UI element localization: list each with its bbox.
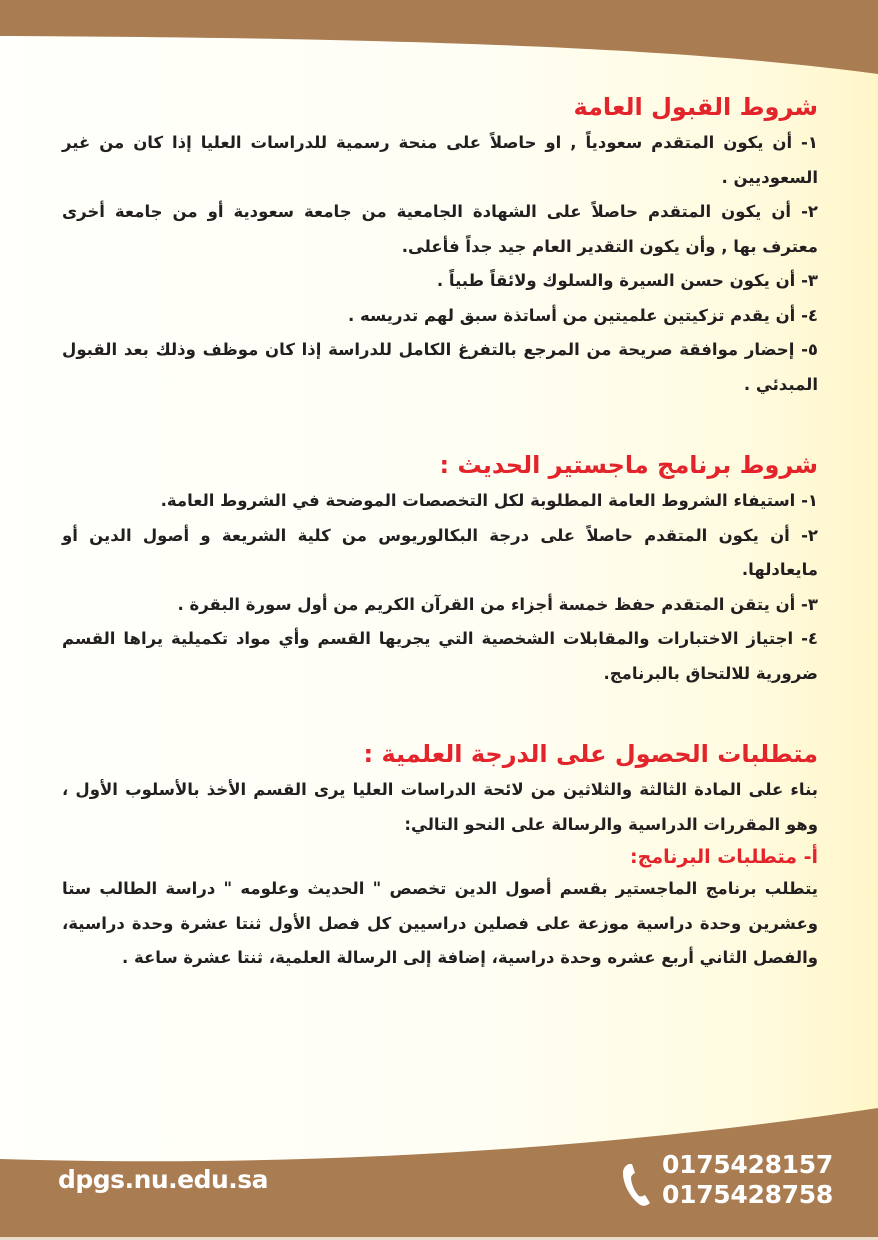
program-requirements-text: يتطلب برنامج الماجستير بقسم أصول الدين تخصص " الحديث وعلومه " دراسة الطالب ستا وعشرين وحدة دراسية موزعة على فصلين دراسيين كل فصل الأول ثنتا عشرة وحدة دراسية، والفصل الثاني أربع عشره وحدة دراسية، إضافة إلى الرسالة العلمية، ثنتا عشرة ساعة . (62, 879, 818, 967)
phone-numbers (662, 1150, 833, 1210)
general-condition-4: ٤- أن يقدم تزكيتين علميتين من أساتذة سبق لهم تدريسه . (348, 305, 818, 325)
degree-requirements-intro: بناء على المادة الثالثة والثلاثين من لائحة الدراسات العليا يرى القسم الأخذ بالأسلوب الأول ، وهو المقررات الدراسية والرسالة على النحو التالي: (62, 780, 818, 834)
phone-icon (620, 1160, 656, 1208)
phone-number-2[interactable]: 0175428758 (662, 1180, 833, 1209)
section-title-general-admission: شروط القبول العامة (573, 93, 818, 121)
section-title-hadith-program: شروط برنامج ماجستير الحديث : (439, 451, 818, 479)
general-condition-3: ٣- أن يكون حسن السيرة والسلوك ولائقاً طبياً . (436, 271, 818, 290)
subsection-title-program-requirements: أ- متطلبات البرنامج: (630, 846, 818, 868)
hadith-condition-4: ٤- اجتياز الاختبارات والمقابلات الشخصية التي يجريها القسم وأي مواد تكميلية يراها القسم ضرورية للالتحاق بالبرنامج. (62, 629, 818, 683)
hadith-condition-2: ٢- أن يكون المتقدم حاصلاً على درجة البكالوريوس من كلية الشريعة و أصول الدين أو مايعادلها. (62, 525, 818, 579)
header-band (0, 0, 878, 80)
website-link[interactable]: dpgs.nu.edu.sa (58, 1165, 269, 1194)
general-condition-2: ٢- أن يكون المتقدم حاصلاً على الشهادة الجامعية من جامعة سعودية أو من جامعة أخرى معترف بها , وأن يكون التقدير العام جيد جداً فأعلى. (62, 202, 818, 256)
general-condition-5: ٥- إحضار موافقة صريحة من المرجع بالتفرغ الكامل للدراسة إذا كان موظف وذلك بعد القبول المبدئي . (62, 340, 818, 394)
hadith-condition-1: ١- استيفاء الشروط العامة المطلوبة لكل التخصصات الموضحة في الشروط العامة. (160, 491, 818, 510)
hadith-condition-3: ٣- أن يتقن المتقدم حفظ خمسة أجزاء من القرآن الكريم من أول سورة البقرة . (177, 594, 818, 614)
section-title-degree-requirements: متطلبات الحصول على الدرجة العلمية : (363, 740, 818, 768)
general-condition-1: ١- أن يكون المتقدم سعودياً , او حاصلاً على منحة رسمية للدراسات العليا إذا كان من غير السعوديين . (62, 133, 818, 187)
phone-number-1[interactable]: 0175428157 (662, 1150, 833, 1179)
document-content (62, 88, 818, 976)
